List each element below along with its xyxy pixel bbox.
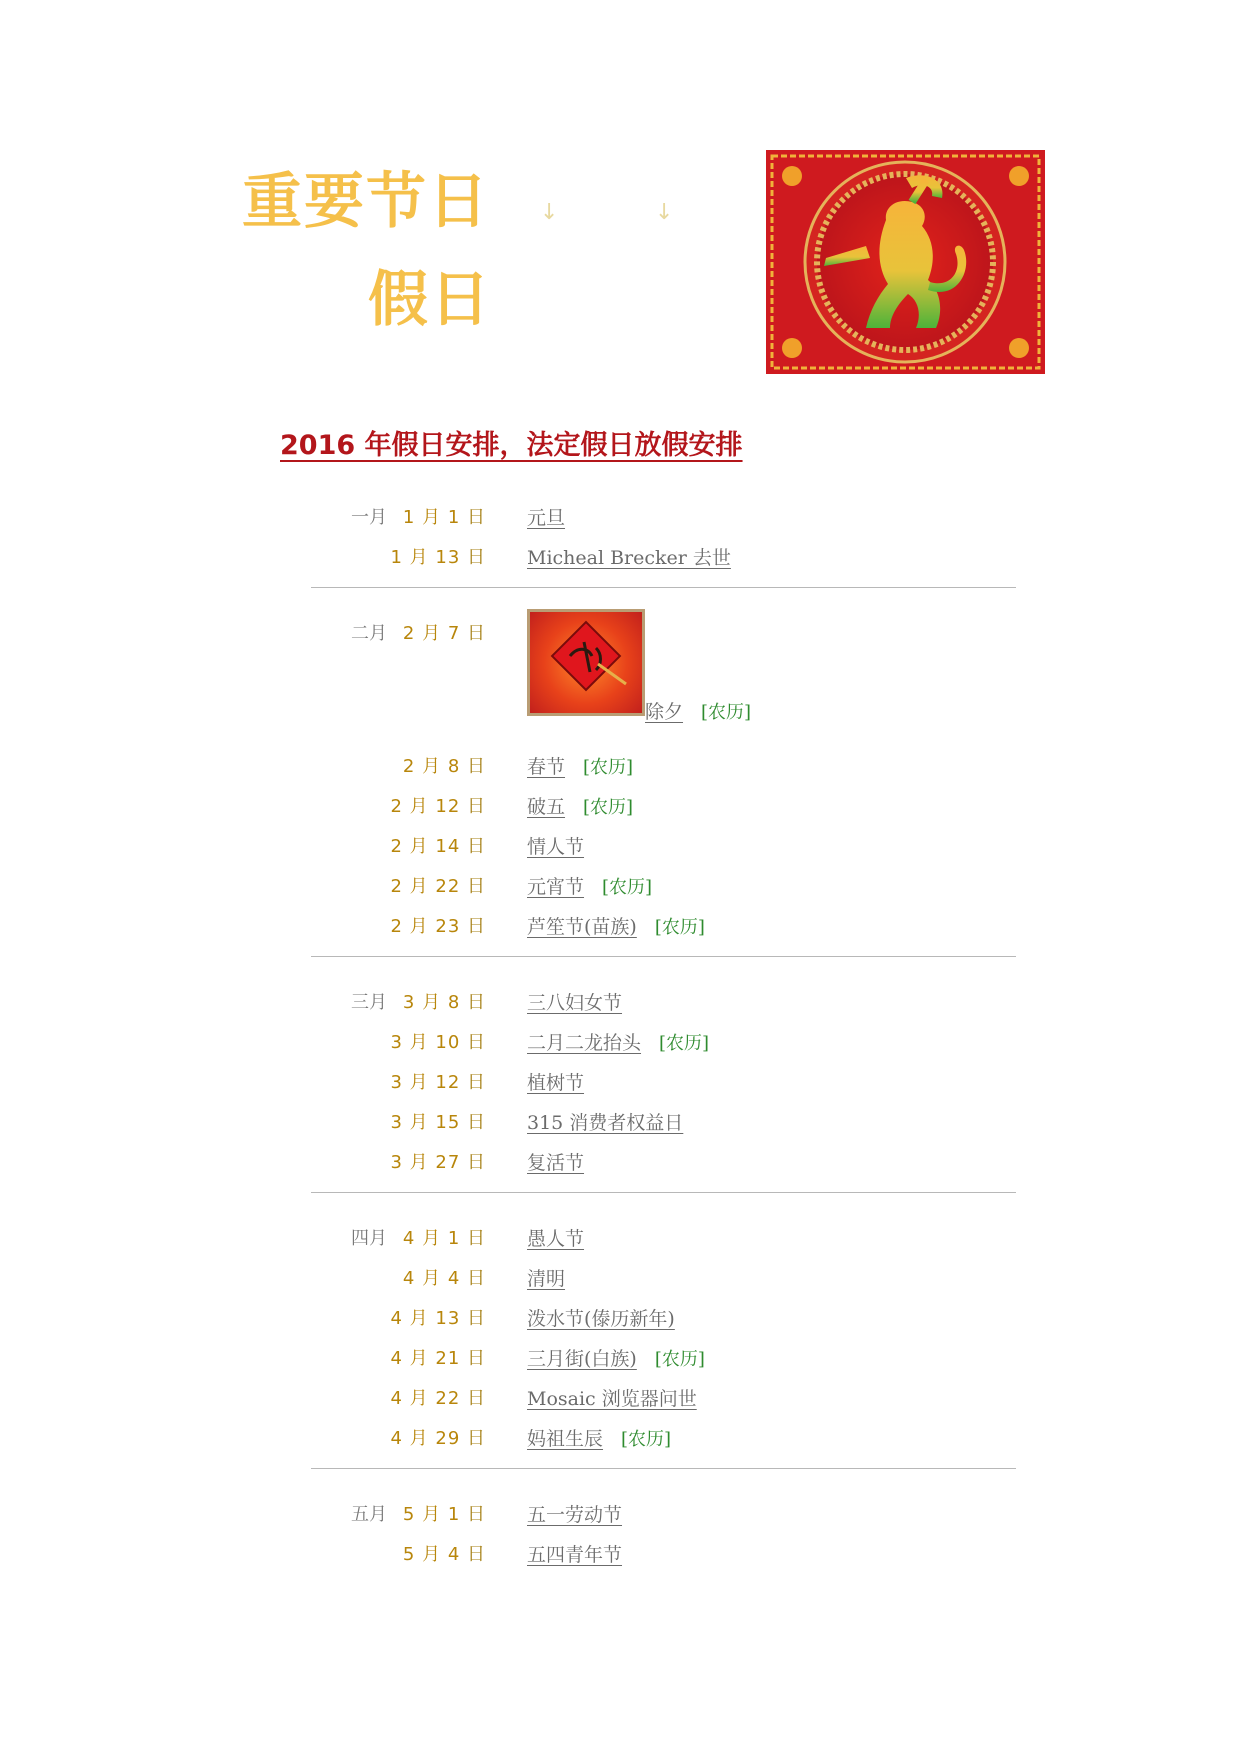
event-date-day-char: 日 [467,507,486,528]
event-entry [527,1108,683,1135]
holiday-schedule [311,493,1016,1605]
lunar-calendar-tag: [农历] [602,877,653,898]
page-title-line1: 重要节日 [242,167,490,237]
event-row [311,1254,1016,1294]
event-date-number: 4 月 4 [402,1268,467,1289]
event-date-day-char: 日 [467,1428,486,1449]
event-date-number: 5 月 4 [402,1544,467,1565]
month-block [311,1490,1016,1584]
event-row [311,1214,1016,1254]
event-row [311,493,1016,533]
event-link[interactable]: 三月街(白族) [527,1348,637,1370]
event-entry [645,697,751,724]
event-date-day-char: 日 [467,1544,486,1565]
event-date-number: 2 月 23 [390,916,467,937]
event-entry [527,1148,584,1175]
event-link[interactable]: 除夕 [645,701,684,723]
section-heading: 2016 年假日安排，法定假日放假安排 [280,430,743,461]
event-date-number: 1 月 13 [390,547,467,568]
lunar-calendar-tag: [农历] [654,1349,705,1370]
event-row [311,1414,1016,1454]
event-date-number: 5 月 1 [402,1504,467,1525]
event-row [311,978,1016,1018]
event-link[interactable]: 三八妇女节 [527,992,623,1014]
event-date-day-char: 日 [467,876,486,897]
event-row [311,1530,1016,1570]
event-date [390,832,486,858]
event-link[interactable]: 情人节 [527,836,585,858]
event-entry [527,543,731,570]
event-date-number: 3 月 12 [390,1072,467,1093]
event-date [390,1148,486,1174]
event-link[interactable]: 泼水节(傣历新年) [527,1308,675,1330]
event-date [390,1384,486,1410]
event-date-number: 2 月 22 [390,876,467,897]
event-row [311,1334,1016,1374]
event-link[interactable]: 清明 [527,1268,566,1290]
event-row [311,902,1016,942]
event-date-number: 4 月 29 [390,1428,467,1449]
event-date [390,1028,486,1054]
event-date [390,1108,486,1134]
event-date-day-char: 日 [467,1032,486,1053]
event-date-number: 3 月 27 [390,1152,467,1173]
event-entry [527,1500,622,1527]
event-date [403,1224,486,1250]
event-row [311,1138,1016,1178]
event-entry [527,1028,709,1055]
event-entry [527,988,622,1015]
arrow-mark-1: ↓ [540,200,559,225]
event-date [390,912,486,938]
he-sui-card-image [527,609,645,716]
event-date-number: 3 月 8 [402,992,467,1013]
event-entry [527,832,584,859]
event-date-day-char: 日 [467,1112,486,1133]
event-date-day-char: 日 [467,916,486,937]
event-entry [527,1264,565,1291]
event-link[interactable]: 元旦 [527,507,566,529]
event-date [403,752,486,778]
event-link[interactable]: 妈祖生辰 [527,1428,604,1450]
event-date-number: 4 月 21 [390,1348,467,1369]
event-date [403,1540,486,1566]
event-link[interactable]: Mosaic 浏览器问世 [527,1388,697,1410]
month-label: 一月 [351,507,387,528]
lunar-calendar-tag: [农历] [701,702,752,723]
event-date [390,1068,486,1094]
event-date-number: 2 月 12 [390,796,467,817]
event-date-day-char: 日 [467,1308,486,1329]
month-label: 五月 [351,1504,387,1525]
event-date-number: 2 月 14 [390,836,467,857]
event-row [311,1490,1016,1530]
event-date-number: 4 月 13 [390,1308,467,1329]
event-date-day-char: 日 [467,623,486,644]
event-date [390,792,486,818]
event-date-day-char: 日 [467,1152,486,1173]
event-date-day-char: 日 [467,992,486,1013]
month-block [311,609,1016,957]
event-date-day-char: 日 [467,547,486,568]
event-date [403,503,486,529]
lunar-calendar-tag: [农历] [621,1429,672,1450]
event-row [311,533,1016,573]
event-date-number: 4 月 22 [390,1388,467,1409]
event-link[interactable]: 二月二龙抬头 [527,1032,642,1054]
event-date-day-char: 日 [467,1388,486,1409]
event-entry [527,1304,675,1331]
event-date-day-char: 日 [467,1348,486,1369]
event-date [403,1264,486,1290]
event-date-day-char: 日 [467,756,486,777]
event-link[interactable]: 芦笙节(苗族) [527,916,637,938]
event-date-day-char: 日 [467,796,486,817]
arrow-mark-2: ↓ [655,200,674,225]
event-date [390,1344,486,1370]
event-entry [527,1424,671,1451]
event-row [311,742,1016,782]
month-label: 四月 [351,1228,387,1249]
event-entry [527,872,652,899]
event-row [311,1098,1016,1138]
event-row [311,1018,1016,1058]
event-entry [527,792,633,819]
event-date-number: 2 月 7 [402,623,467,644]
lunar-calendar-tag: [农历] [583,797,634,818]
event-date [390,1424,486,1450]
event-entry [527,1540,622,1567]
event-row [311,609,1016,742]
event-row [311,1374,1016,1414]
event-link[interactable]: 愚人节 [527,1228,585,1250]
event-entry [527,503,565,530]
event-date [390,543,486,569]
event-date [390,872,486,898]
event-entry [527,752,633,779]
event-date-number: 2 月 8 [402,756,467,777]
event-row [311,822,1016,862]
event-link[interactable]: 植树节 [527,1072,585,1094]
month-label: 二月 [351,623,387,644]
event-link[interactable]: 五一劳动节 [527,1504,623,1526]
event-entry [527,1068,584,1095]
event-link[interactable]: 五四青年节 [527,1544,623,1566]
event-date-day-char: 日 [467,1504,486,1525]
month-block [311,493,1016,588]
event-link[interactable]: Micheal Brecker 去世 [527,547,731,569]
event-date-number: 3 月 15 [390,1112,467,1133]
event-date-day-char: 日 [467,1228,486,1249]
event-entry [527,1344,705,1371]
event-link[interactable]: 315 消费者权益日 [527,1112,684,1134]
lunar-calendar-tag: [农历] [659,1033,710,1054]
event-entry [527,1384,697,1411]
event-row [311,1294,1016,1334]
event-date-number: 3 月 10 [390,1032,467,1053]
event-date-day-char: 日 [467,1072,486,1093]
event-date-day-char: 日 [467,1268,486,1289]
event-date-day-char: 日 [467,836,486,857]
event-date [403,1500,486,1526]
lunar-calendar-tag: [农历] [654,917,705,938]
monkey-zodiac-image [766,150,1045,374]
month-block [311,978,1016,1193]
event-link[interactable]: 复活节 [527,1152,585,1174]
event-date-number: 4 月 1 [402,1228,467,1249]
month-label: 三月 [351,992,387,1013]
event-date [390,1304,486,1330]
page-title-line2: 假日 [368,265,492,335]
event-link[interactable]: 春节 [527,756,566,778]
lunar-calendar-tag: [农历] [583,757,634,778]
event-row [311,782,1016,822]
event-link[interactable]: 元宵节 [527,876,585,898]
event-row [311,862,1016,902]
event-link[interactable]: 破五 [527,796,566,818]
event-entry [527,1224,584,1251]
event-date [403,619,486,645]
event-entry [527,912,705,939]
event-date-number: 1 月 1 [402,507,467,528]
event-row [311,1058,1016,1098]
month-block [311,1214,1016,1469]
event-date [403,988,486,1014]
